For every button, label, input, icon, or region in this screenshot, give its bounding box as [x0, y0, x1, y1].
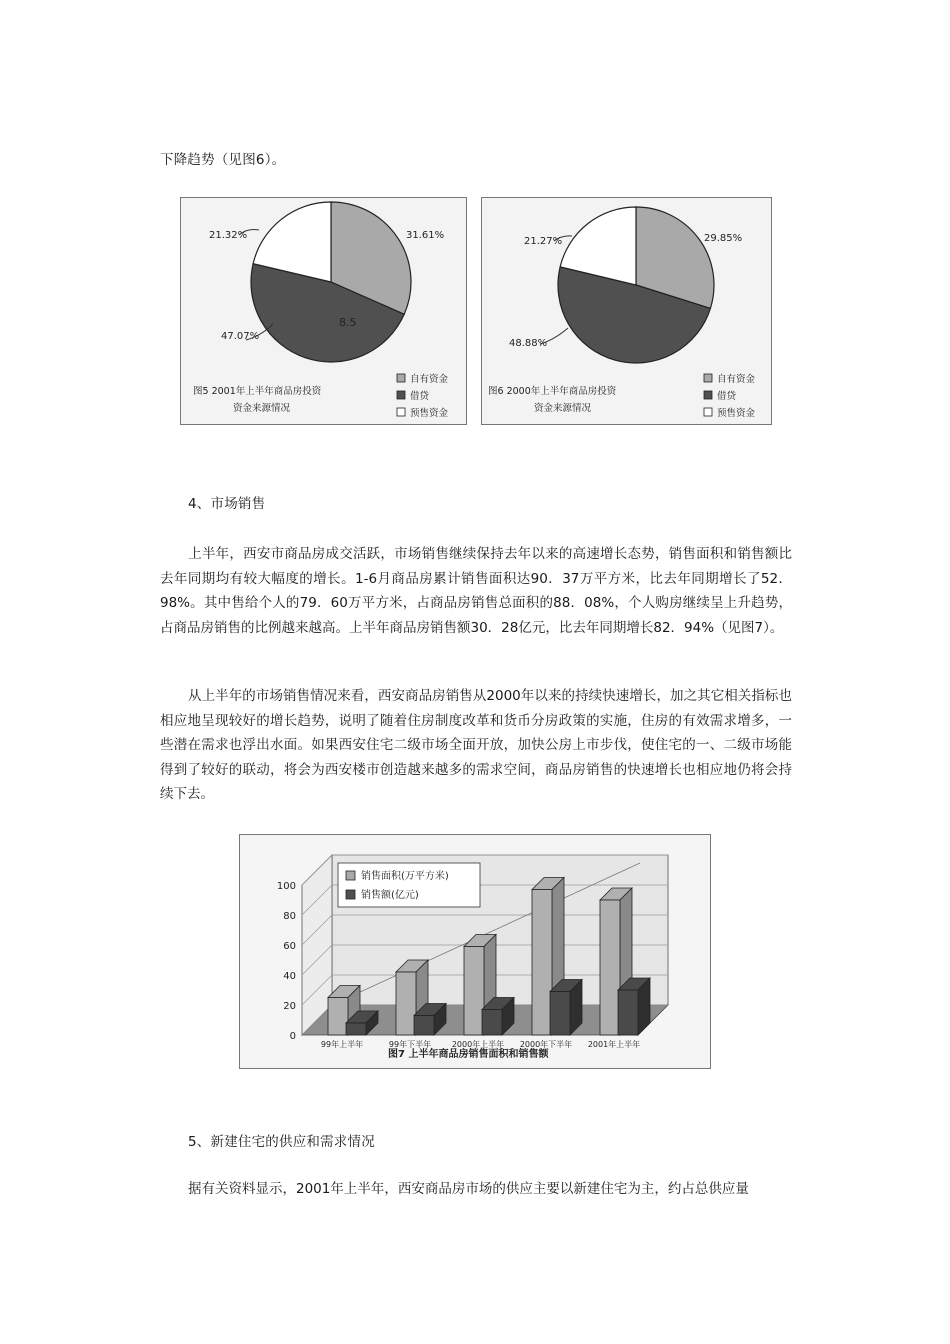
fig7-y-tick-label: 60: [283, 941, 296, 952]
fig6-caption-line1: 图6 2000年上半年商品房投资: [488, 386, 617, 397]
figure-5-box: [180, 197, 467, 425]
fig5-legend-self: 自有资金: [410, 374, 449, 385]
fig5-slices: [251, 202, 411, 362]
fig7-legend: [338, 863, 480, 907]
fig6-label-presale: 21.27%: [524, 236, 563, 247]
figure-6-pie: [482, 198, 771, 424]
fig7-y-tick-label: 40: [283, 971, 296, 982]
figure-5-pie: [181, 198, 466, 424]
fig5-caption-line1: 图5 2001年上半年商品房投资: [193, 386, 322, 397]
fig5-caption-line2: 资金来源情况: [233, 403, 291, 414]
fig7-legend-sales: 销售额(亿元): [361, 890, 419, 901]
fig5-label-self: 31.61%: [406, 230, 445, 241]
fig5-label-loan: 47.07%: [221, 331, 260, 342]
fig7-x-tick-labels: [321, 1039, 640, 1049]
paragraph-2-text: 从上半年的市场销售情况来看，西安商品房销售从2000年以来的持续快速增长，加之其它相关指标也相应地呈现较好的增长趋势，说明了随着住房制度改革和货币分房政策的实施，住房的有效需求增多，一些潜在需求也浮出水面。如果西安住宅二级市场全面开放，加快公房上市步伐，使住宅的一、二级市场能得到了较好的联动，将会为西安楼市创造越来越多的需求空间，商品房销售的快速增长也相应地仍将会持续下去。: [160, 688, 792, 802]
fig7-y-tick-label: 80: [283, 911, 296, 922]
fig6-legend: [704, 373, 756, 419]
fig6-legend-loan: 借贷: [717, 391, 737, 402]
fig7-title: 图7 上半年商品房销售面积和销售额: [388, 1049, 549, 1060]
fig7-x-tick-label: 2000年下半年: [519, 1040, 573, 1049]
fig6-caption-line2: 资金来源情况: [534, 403, 592, 414]
fig7-y-tick-label: 0: [289, 1031, 296, 1042]
fig6-legend-self: 自有资金: [717, 374, 756, 385]
paragraph-3-text: 据有关资料显示，2001年上半年，西安商品房市场的供应主要以新建住宅为主，约占总供应量: [188, 1181, 749, 1197]
fig7-x-tick-label: 99年上半年: [320, 1040, 364, 1049]
fig5-label-presale: 21.32%: [209, 230, 248, 241]
fig7-x-tick-label: 2000年上半年: [451, 1040, 505, 1049]
fig7-x-tick-label: 2001年上半年: [587, 1040, 641, 1049]
fig7-bar-sales: [618, 978, 650, 1035]
section-4-title: 4、市场销售: [188, 496, 266, 512]
paragraph-1-text: 上半年，西安市商品房成交活跃，市场销售继续保持去年以来的高速增长态势，销售面积和销售额比去年同期均有较大幅度的增长。1-6月商品房累计销售面积达90．37万平方米，比去年同期增长了52．98%。其中售给个人的79．60万平方米，占商品房销售总面积的88．08%，个人购房继续呈上升趋势，占商品房销售的比例越来越高。上半年商品房销售额30．28亿元，比去年同期增长82．94%（见图7）。: [160, 546, 792, 636]
figure-6-box: [481, 197, 772, 425]
fig5-legend-presale: 预售资金: [410, 408, 449, 419]
fig5-legend-loan: 借贷: [410, 391, 430, 402]
fig6-legend-presale: 预售资金: [717, 408, 756, 419]
fig7-y-tick-label: 100: [276, 881, 296, 892]
fig7-legend-area: 销售面积(万平方米): [361, 871, 449, 882]
fig7-x-tick-label: 99年下半年: [388, 1040, 432, 1049]
fig7-y-tick-label: 20: [283, 1001, 296, 1012]
fig6-slices: [558, 207, 714, 363]
paragraph-1: [160, 542, 792, 640]
fig6-label-loan: 48.88%: [509, 338, 548, 349]
fig5-legend: [397, 373, 449, 419]
fig5-center-label: 8.5: [339, 316, 357, 329]
paragraph-3: [160, 1177, 792, 1202]
fig7-side-wall: [302, 855, 332, 1035]
intro-line: 下降趋势（见图6）。: [160, 152, 286, 168]
section-5-title: 5、新建住宅的供应和需求情况: [188, 1134, 375, 1150]
figure-7-bar-chart: [240, 835, 710, 1068]
figure-7-box: [239, 834, 711, 1069]
fig6-label-self: 29.85%: [704, 233, 743, 244]
fig7-y-tick-labels: [277, 881, 296, 1042]
paragraph-2: [160, 684, 792, 807]
fig7-bar-sales: [550, 980, 582, 1036]
